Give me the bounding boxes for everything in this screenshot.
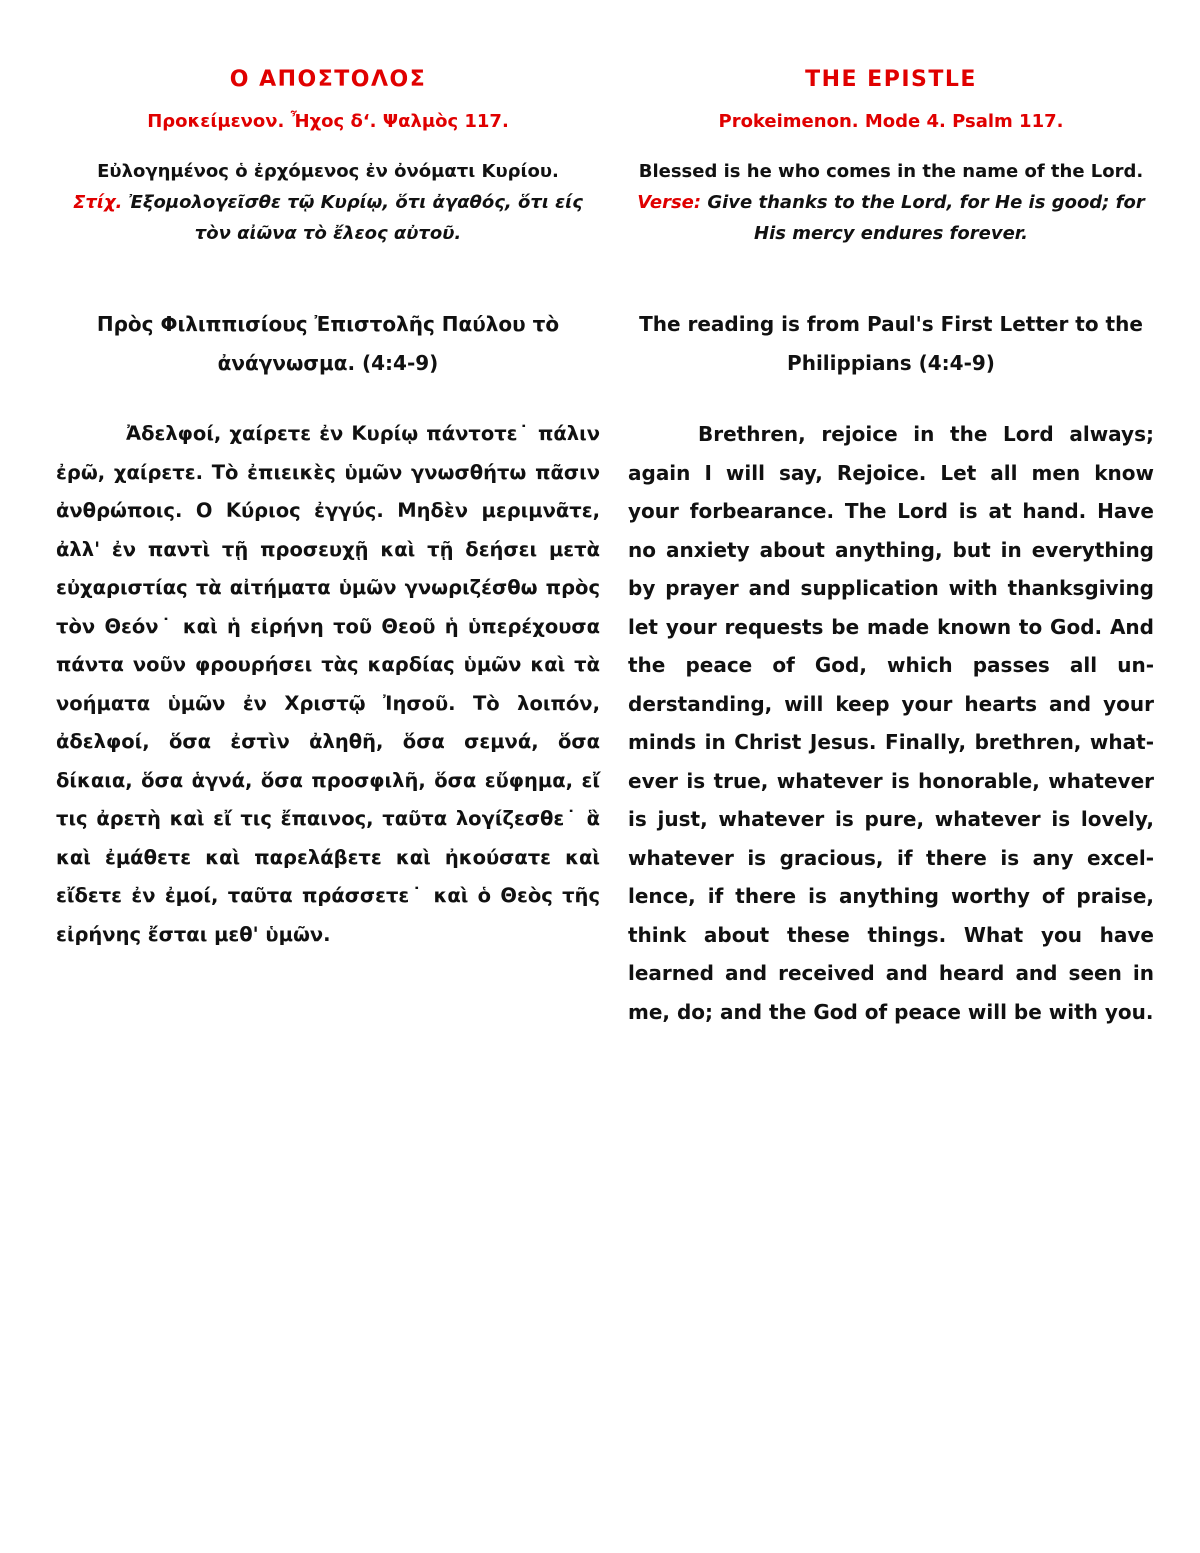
greek-reading-title: Πρὸς Φιλιππισίους Ἐπιστολῆς Παύλου τὸ ἀνάγνωσμα. (4:4-9) bbox=[96, 312, 560, 375]
english-title: THE EPISTLE bbox=[805, 67, 977, 92]
greek-prokeimenon: Προκείμενον. Ἦχος δ‘. Ψαλμὸς 117. bbox=[147, 111, 509, 132]
greek-reading-body: Ἀδελφοί, χαίρετε ἐν Κυρίῳ πάντοτε˙ πάλιν ἐρῶ, χαίρετε. Τὸ ἐπιεικὲς ὑμῶν γνωσθήτω πᾶσιν ἀνθρώποις. Ο Κύριος ἐγγύς. Μηδὲν μεριμνᾶτε, ἀλλ' ἐν παντὶ τῇ προσευχῇ καὶ τῇ δεήσει μετὰ εὐχαριστίας τὰ αἰτήματα ὑμῶν γνωριζέσθω πρὸς τὸν Θεόν˙ καὶ ἡ εἰρήνη τοῦ Θεοῦ ἡ ὑπερέχουσα πάντα νοῦν φρουρήσει τὰς καρδίας ὑμῶν καὶ τὰ νοήματα ὑμῶν ἐν Χριστῷ Ἰησοῦ. Τὸ λοιπόν, ἀδελφοί, ὅσα ἐστὶν ἀληθῆ, ὅσα σεμνά, ὅσα δίκαια, ὅσα ἁγνά, ὅσα προσφιλῆ, ὅσα εὔφημα, εἴ τις ἀρετὴ καὶ εἴ τις ἔπαινος, ταῦτα λογίζεσθε˙ ἃ καὶ ἐμάθετε καὶ παρελάβετε καὶ ἠκούσατε καὶ εἴδετε ἐν ἐμοί, ταῦτα πράσσετε˙ καὶ ὁ Θεὸς τῆς εἰρήνης ἔσται μεθ' ὑμῶν. bbox=[56, 422, 600, 946]
english-reading-body: Brethren, rejoice in the Lord always; again I will say, Rejoice. Let all men know your forbearance. The Lord is at hand. Have no anxiety about anything, but in everything by prayer and supplication with thanksgiving let your requests be made known to God. And the peace of God, which passes all understanding, will keep your hearts and your minds in Christ Jesus. Finally, brethren, whatever is true, whatever is honorable, whatever is just, whatever is pure, whatever is lovely, whatever is gracious, if there is any excellence, if there is anything worthy of praise, think about these things. What you have learned and received and heard and seen in me, do; and the God of peace will be with you. bbox=[628, 422, 1154, 1024]
greek-column bbox=[56, 62, 600, 954]
english-psalm-line: Blessed is he who comes in the name of the Lord. bbox=[638, 161, 1144, 182]
english-verse-label: Verse: bbox=[637, 192, 702, 213]
greek-verse-label: Στίχ. bbox=[73, 192, 123, 213]
english-verse bbox=[628, 187, 1154, 249]
greek-psalm-line: Εὐλογημένος ὁ ἐρχόμενος ἐν ὀνόματι Κυρίου. bbox=[97, 161, 559, 182]
greek-verse bbox=[56, 187, 600, 249]
english-column bbox=[628, 62, 1154, 1031]
english-verse-text: Give thanks to the Lord, for He is good; for His mercy endures forever. bbox=[701, 192, 1145, 244]
english-prokeimenon: Prokeimenon. Mode 4. Psalm 117. bbox=[718, 111, 1064, 132]
greek-title: Ο ΑΠΟΣΤΟΛΟΣ bbox=[229, 67, 427, 92]
english-reading-title: The reading is from Paul's First Letter to the Philippians (4:4-9) bbox=[639, 312, 1143, 375]
greek-verse-text: Ἐξομολογεῖσθε τῷ Κυρίῳ, ὅτι ἀγαθός, ὅτι είς τὸν αἰῶνα τὸ ἔλεος αὐτοῦ. bbox=[122, 192, 583, 244]
